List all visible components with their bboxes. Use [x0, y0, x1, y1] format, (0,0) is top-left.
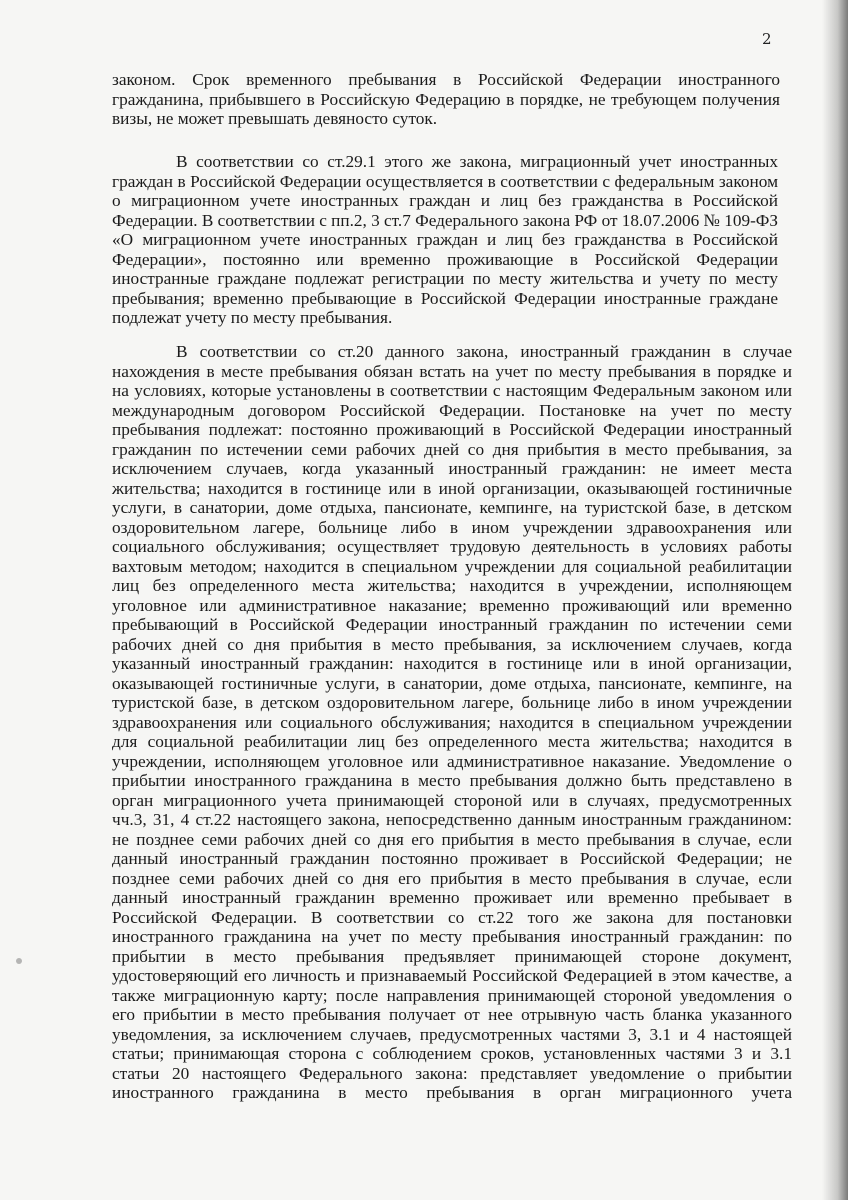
- text-line: вахтовым методом; находится в специальном учреждении для социальной реабилитации: [112, 556, 792, 576]
- text-line: прибытии иностранного гражданина в место пребывания должно быть представлено в: [112, 771, 792, 790]
- text-line: Федерации», постоянно или временно проживающие в Российской Федерации: [112, 249, 778, 269]
- text-line: В соответствии со ст.20 данного закона, иностранный гражданин в случае: [176, 342, 792, 361]
- text-line: граждан в Российской Федерации осуществляется в соответствии с федеральным законом: [112, 171, 778, 191]
- paragraph-3: [112, 342, 792, 1103]
- text-line: позднее семи рабочих дней со дня его прибытия в место пребывания в случае, если: [112, 868, 792, 888]
- text-line: нахождения в месте пребывания обязан встать на учет по месту пребывания в порядке и: [112, 361, 792, 381]
- text-line: здравоохранения или социального обслуживания; находится в специальном учреждении: [112, 712, 792, 732]
- text-line: международным договором Российской Федерации. Постановке на учет по месту: [112, 400, 792, 420]
- text-line: данный иностранный гражданин постоянно проживает в Российской Федерации; не: [112, 849, 792, 868]
- text-line: туристской базе, в детском оздоровительном лагере, больнице либо в ином учреждении: [112, 693, 792, 712]
- text-line: Российской Федерации. В соответствии со ст.22 того же закона для постановки: [112, 907, 792, 927]
- text-line: его прибытии в место пребывания получает от нее отрывную часть бланка указанного: [112, 1005, 792, 1024]
- text-line: статьи 20 настоящего Федерального закона: представляет уведомление о прибытии: [112, 1063, 792, 1083]
- text-line: подлежат учету по месту пребывания.: [112, 308, 393, 327]
- text-line: иностранного гражданина на учет по месту пребывания иностранный гражданин: по: [112, 927, 792, 946]
- text-line: В соответствии со ст.29.1 этого же закона, миграционный учет иностранных: [176, 152, 778, 171]
- text-line: иностранного гражданина в место пребывания в орган миграционного учета: [112, 1083, 792, 1102]
- text-line: услуги, в санатории, доме отдыха, пансионате, кемпинге, на туристской базе, в детском: [112, 498, 792, 517]
- text-line: указанный иностранный гражданин: находится в гостинице или в иной организации,: [112, 654, 792, 673]
- text-line: для социальной реабилитации лиц без определенного места жительства; находится в: [112, 732, 792, 751]
- paragraph-1: [112, 70, 780, 129]
- text-line: прибытии в место пребывания предъявляет принимающей стороне документ,: [112, 946, 792, 966]
- text-line: оказывающей гостиничные услуги, в санатории, доме отдыха, пансионате, кемпинге, на: [112, 673, 792, 693]
- text-line: рабочих дней со дня прибытия в место пребывания, за исключением случаев, когда: [112, 634, 792, 654]
- text-line: на условиях, которые установлены в соответствии с настоящим Федеральным законом или: [112, 381, 792, 400]
- text-line: пребывания; временно пребывающие в Российской Федерации иностранные граждане: [112, 288, 778, 308]
- text-line: данный иностранный гражданин временно проживает или временно пребывает в: [112, 888, 792, 907]
- text-line: учреждении, исполняющем уголовное или административное наказание. Уведомление о: [112, 751, 792, 771]
- text-line: оздоровительном лагере, больнице либо в ином учреждении здравоохранения или: [112, 517, 792, 537]
- text-line: исключением случаев, когда указанный иностранный гражданин: не имеет места: [112, 459, 792, 478]
- text-line: орган миграционного учета принимающей стороной или в случаях, предусмотренных: [112, 790, 792, 810]
- text-line: социального обслуживания; осуществляет трудовую деятельность в условиях работы: [112, 537, 792, 556]
- text-line: чч.3, 31, 4 ст.22 настоящего закона, непосредственно данным иностранным гражданином:: [112, 810, 792, 829]
- text-line: пребывания подлежат: постоянно проживающий в Российской Федерации иностранный: [112, 420, 792, 439]
- text-line: о миграционном учете иностранных граждан и лиц без гражданства в Российской: [112, 191, 778, 210]
- page-number: 2: [762, 30, 772, 48]
- text-line: статьи; принимающая сторона с соблюдением сроков, установленных частями 3 и 3.1: [112, 1044, 792, 1063]
- text-line: уголовное или административное наказание; временно проживающий или временно: [112, 595, 792, 615]
- paragraph-2: [112, 152, 778, 328]
- text-line: иностранные граждане подлежат регистрации по месту жительства и учету по месту: [112, 269, 778, 288]
- text-line: пребывающий в Российской Федерации иностранный гражданин по истечении семи: [112, 615, 792, 634]
- text-line: удостоверяющий его личность и признаваемый Российской Федерацией в этом качестве, а: [112, 966, 792, 985]
- text-line: визы, не может превышать девяносто суток.: [112, 109, 438, 128]
- text-line: также миграционную карту; после направления принимающей стороной уведомления о: [112, 985, 792, 1005]
- text-line: «О миграционном учете иностранных граждан и лиц без гражданства в Российской: [112, 230, 778, 249]
- text-line: уведомления, за исключением случаев, предусмотренных частями 3, 3.1 и 4 настоящей: [112, 1024, 792, 1044]
- scan-smudge: [16, 958, 22, 964]
- text-line: лиц без определенного места жительства; находится в учреждении, исполняющем: [112, 576, 792, 595]
- scan-edge-shadow: [822, 0, 848, 1200]
- text-line: гражданина, прибывшего в Российскую Федерацию в порядке, не требующем получения: [112, 89, 780, 109]
- text-line: Федерации. В соответствии с пп.2, 3 ст.7 Федерального закона РФ от 18.07.2006 № 109-ФЗ: [112, 210, 779, 230]
- text-line: законом. Срок временного пребывания в Российской Федерации иностранного: [112, 70, 780, 89]
- text-line: гражданин по истечении семи рабочих дней со дня прибытия в место пребывания, за: [112, 439, 792, 459]
- text-line: не позднее семи рабочих дней со дня его прибытия в место пребывания в случае, если: [112, 829, 792, 849]
- text-line: жительства; находится в гостинице или в иной организации, оказывающей гостиничные: [112, 478, 792, 498]
